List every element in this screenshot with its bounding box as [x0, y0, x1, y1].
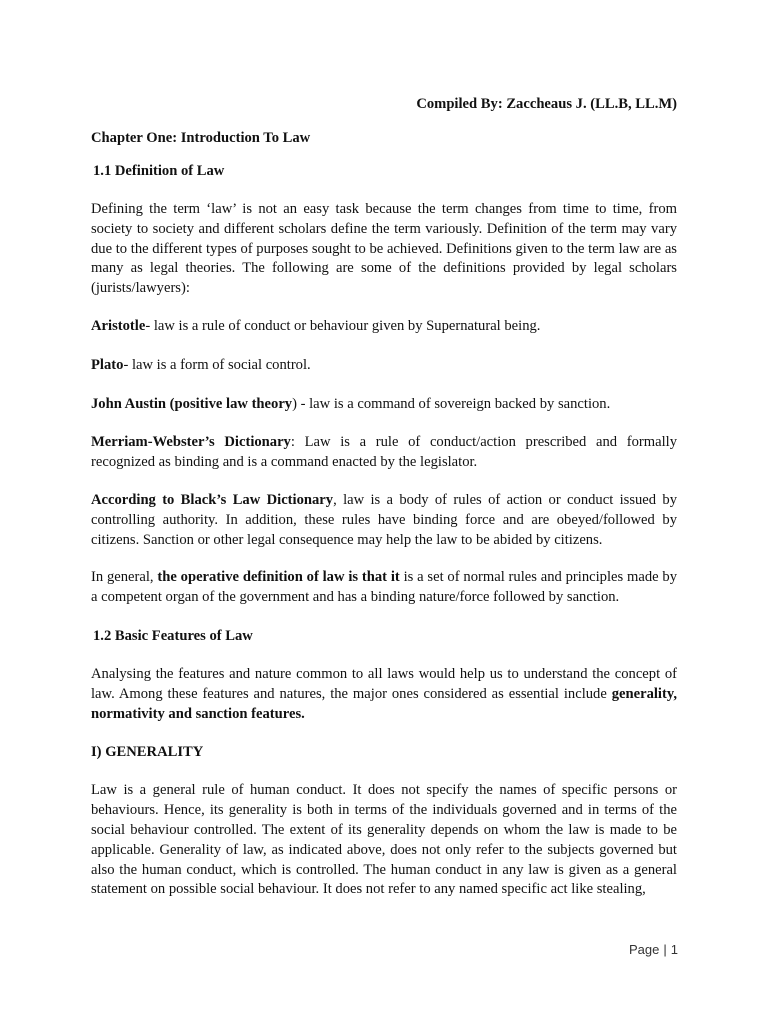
features-intro-text: Analysing the features and nature common to all laws would help us to understand the concept of law. Among these features and natures, the major ones considered as essential include [91, 665, 677, 702]
general-bold: the operative definition of law is that it [157, 569, 400, 586]
section-heading-features: 1.2 Basic Features of Law [93, 627, 253, 644]
definition-separator: : [290, 434, 305, 451]
general-rest: is a set of normal rules and principles made by a competent organ of the government and has a binding nature/force followed by sanction. [91, 569, 678, 606]
definition-text: law is a body of rules of action or conduct issued by controlling authority. In addition, these rules have binding force and are obeyed/followed by citizens. Sanction or other legal consequence may help the law to be abided by citizens. [91, 491, 677, 548]
definition-aristotle [91, 317, 677, 337]
definition-blacks-law [91, 491, 677, 550]
definition-separator: , [333, 491, 344, 508]
definition-austin [91, 395, 677, 415]
definition-term: Merriam-Webster’s Dictionary [91, 434, 291, 451]
section-heading-definition: 1.1 Definition of Law [93, 163, 225, 179]
section-heading-generality: I) GENERALITY [91, 744, 204, 761]
features-intro-paragraph [91, 665, 677, 724]
definition-separator: - [123, 356, 132, 373]
general-prefix: In general, [91, 569, 158, 586]
definition-text: law is a form of social control. [131, 356, 311, 373]
definition-term: Plato [91, 356, 124, 373]
definition-text: law is a rule of conduct or behaviour given by Supernatural being. [153, 317, 541, 334]
definition-term: Aristotle [91, 317, 146, 334]
definition-intro-paragraph: Defining the term ‘law’ is not an easy task because the term changes from time to time, from society to society and different scholars define the term variously. Definition of the term may vary due to the different types of purposes sought to be achieved. Definitions given to the term law are as many as legal theories. The following are some of the definitions provided by legal scholars (jurists/lawyers): [91, 201, 677, 297]
page-footer [629, 942, 678, 957]
definition-term: John Austin (positive law theory [91, 395, 293, 412]
definition-separator: - [145, 317, 154, 334]
definition-text: law is a command of sovereign backed by sanction. [309, 395, 611, 412]
operative-definition-paragraph [91, 568, 677, 608]
features-intro-bold: generality, normativity and sanction features. [91, 685, 677, 722]
definition-separator: ) - [292, 395, 310, 412]
chapter-title: Chapter One: Introduction To Law [91, 130, 311, 146]
page-number: 1 [670, 942, 678, 957]
definition-plato [91, 356, 677, 376]
compiled-by-line: Compiled By: Zaccheaus J. (LL.B, LL.M) [416, 96, 677, 112]
page-separator: | [663, 942, 667, 957]
definition-text: Law is a rule of conduct/action prescribed and formally recognized as binding and is a command enacted by the legislator. [91, 434, 677, 471]
generality-paragraph: Law is a general rule of human conduct. It does not specify the names of specific persons or behaviours. Hence, its generality is both in terms of the individuals governed and in terms of the social behaviour controlled. The extent of its generality depends on whom the law is made to be applicable. Generality of law, as indicated above, does not only refer to the subjects governed but also the human conduct, which is controlled. The human conduct in any law is given as a general statement on possible social behaviour. It does not refer to any named specific act like stealing, [91, 782, 677, 898]
page-content [91, 94, 677, 918]
page-label: Page [629, 942, 660, 957]
definition-merriam-webster [91, 433, 677, 473]
definition-term: According to Black’s Law Dictionary [91, 491, 334, 508]
